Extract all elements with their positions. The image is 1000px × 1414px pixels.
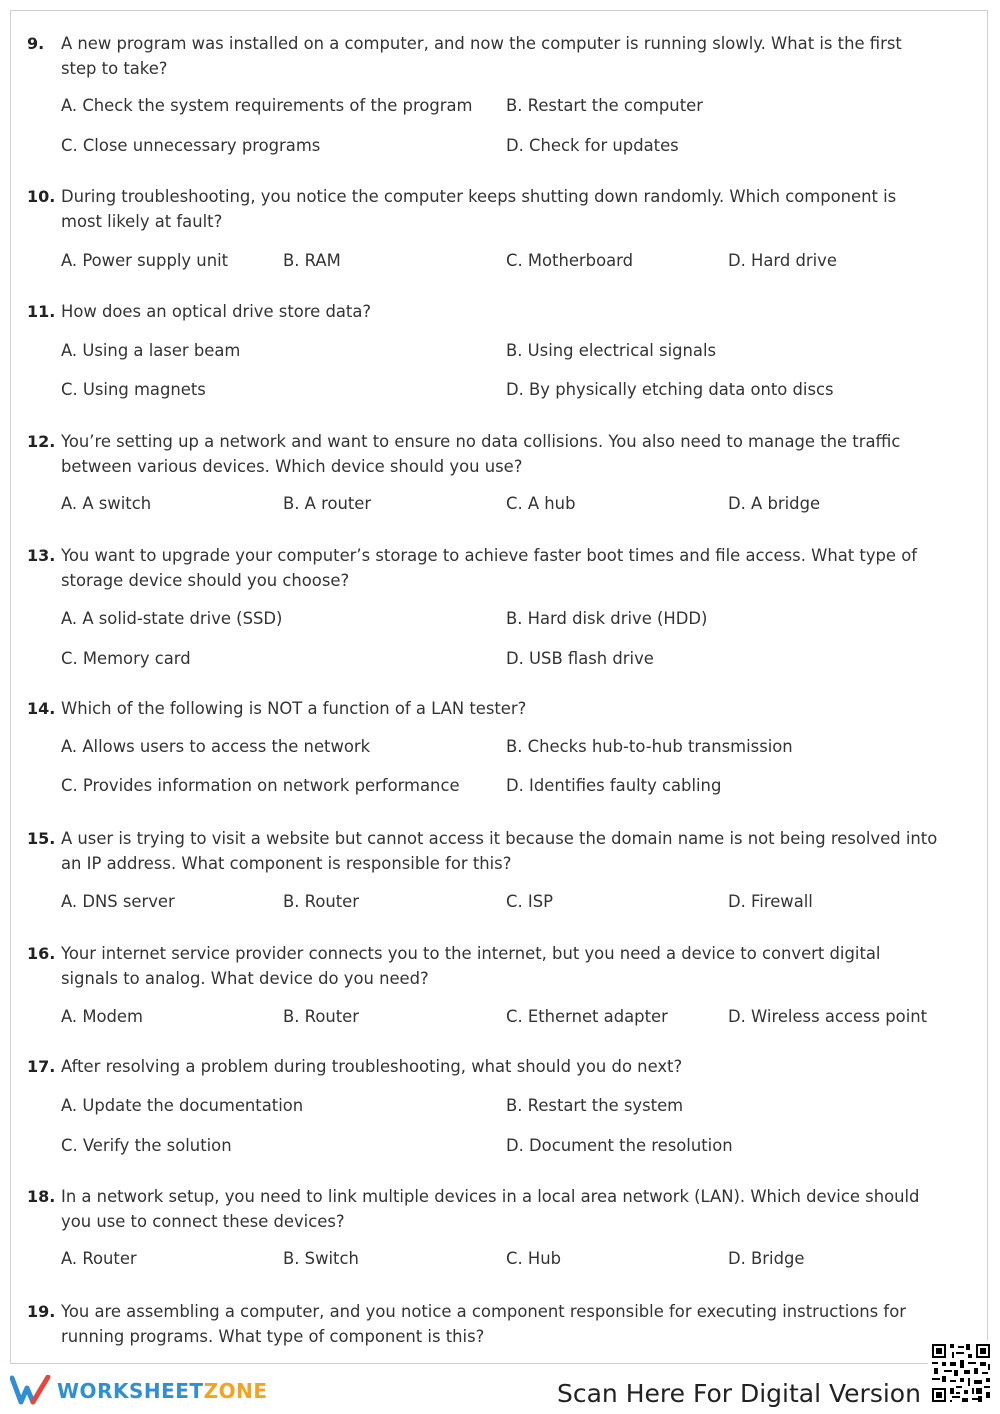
question-text: After resolving a problem during troubleshooting, what should you do next? [61, 1057, 683, 1076]
question-number: 16. [27, 944, 56, 963]
question-number: 13. [27, 546, 56, 565]
question-16 [11, 941, 989, 1026]
option: C. ISP [506, 892, 553, 911]
logo-word-worksheet: WORKSHEET [57, 1379, 204, 1403]
option: C. Motherboard [506, 251, 634, 270]
question-number: 9. [27, 34, 45, 53]
question-number: 18. [27, 1187, 56, 1206]
option: D. Check for updates [506, 136, 679, 155]
question-14 [11, 696, 989, 795]
question-text: A new program was installed on a computer, and now the computer is running slowly. What is the first step to take? [61, 34, 902, 78]
option: B. A router [283, 494, 372, 513]
option: B. RAM [283, 251, 341, 270]
question-text: You want to upgrade your computer’s storage to achieve faster boot times and file access. What type of storage device should you choose? [61, 546, 918, 590]
option: B. Hard disk drive (HDD) [506, 609, 708, 628]
question-text: You’re setting up a network and want to ensure no data collisions. You also need to manage the traffic between various devices. Which device should you use? [61, 432, 901, 476]
question-12 [11, 429, 989, 513]
option: A. A switch [61, 494, 152, 513]
question-19 [11, 1299, 989, 1349]
option: A. DNS server [61, 892, 175, 911]
option: C. A hub [506, 494, 576, 513]
option: B. Router [283, 1007, 359, 1026]
option: B. Switch [283, 1249, 359, 1268]
option: A. Using a laser beam [61, 341, 241, 360]
option: A. A solid-state drive (SSD) [61, 609, 283, 628]
question-10 [11, 184, 989, 270]
option: C. Using magnets [61, 380, 206, 399]
option: D. Identifies faulty cabling [506, 776, 722, 795]
option: D. Wireless access point [728, 1007, 928, 1026]
qr-code-icon[interactable] [928, 1340, 994, 1406]
question-9 [11, 31, 989, 155]
option: C. Verify the solution [61, 1136, 232, 1155]
option: D. By physically etching data onto discs [506, 380, 834, 399]
question-text: Your internet service provider connects you to the internet, but you need a device to convert digital signals to analog. What device do you need? [61, 944, 881, 988]
option: B. Restart the computer [506, 96, 703, 115]
question-11 [11, 299, 989, 399]
option: B. Checks hub-to-hub transmission [506, 737, 793, 756]
option: B. Router [283, 892, 359, 911]
option: D. Document the resolution [506, 1136, 733, 1155]
question-text: How does an optical drive store data? [61, 302, 372, 321]
option: A. Power supply unit [61, 251, 229, 270]
option: D. Firewall [728, 892, 813, 911]
question-number: 14. [27, 699, 56, 718]
option: D. Bridge [728, 1249, 805, 1268]
option: D. USB flash drive [506, 649, 654, 668]
question-18 [11, 1184, 989, 1268]
option: B. Using electrical signals [506, 341, 717, 360]
option: D. A bridge [728, 494, 821, 513]
question-text: In a network setup, you need to link multiple devices in a local area network (LAN). Which device should you use to connect these devices? [61, 1187, 920, 1231]
option: C. Memory card [61, 649, 191, 668]
question-text: During troubleshooting, you notice the computer keeps shutting down randomly. Which component is most likely at fault? [61, 187, 897, 231]
option: C. Provides information on network performance [61, 776, 460, 795]
worksheet-sheet [10, 10, 988, 1364]
option: D. Hard drive [728, 251, 837, 270]
question-15 [11, 826, 989, 911]
question-text: You are assembling a computer, and you notice a component responsible for executing instructions for running programs. What type of component is this? [61, 1302, 906, 1346]
question-number: 17. [27, 1057, 56, 1076]
question-number: 12. [27, 432, 56, 451]
question-text: A user is trying to visit a website but cannot access it because the domain name is not being resolved into an IP address. What component is responsible for this? [61, 829, 938, 873]
option: C. Close unnecessary programs [61, 136, 321, 155]
option: A. Allows users to access the network [61, 737, 371, 756]
question-13 [11, 543, 989, 668]
question-number: 10. [27, 187, 56, 206]
option: A. Router [61, 1249, 137, 1268]
question-text: Which of the following is NOT a function of a LAN tester? [61, 699, 527, 718]
option: A. Check the system requirements of the program [61, 96, 473, 115]
option: A. Update the documentation [61, 1096, 304, 1115]
question-number: 19. [27, 1302, 56, 1321]
scan-instruction: Scan Here For Digital Version [557, 1379, 921, 1408]
question-17 [11, 1054, 989, 1155]
question-number: 15. [27, 829, 56, 848]
page-footer [0, 1366, 1000, 1414]
worksheetzone-logo-text [57, 1378, 267, 1404]
worksheetzone-logo-icon [10, 1375, 52, 1409]
option: B. Restart the system [506, 1096, 684, 1115]
option: C. Ethernet adapter [506, 1007, 668, 1026]
option: C. Hub [506, 1249, 561, 1268]
option: A. Modem [61, 1007, 143, 1026]
logo-word-zone: ZONE [203, 1379, 268, 1403]
question-number: 11. [27, 302, 56, 321]
